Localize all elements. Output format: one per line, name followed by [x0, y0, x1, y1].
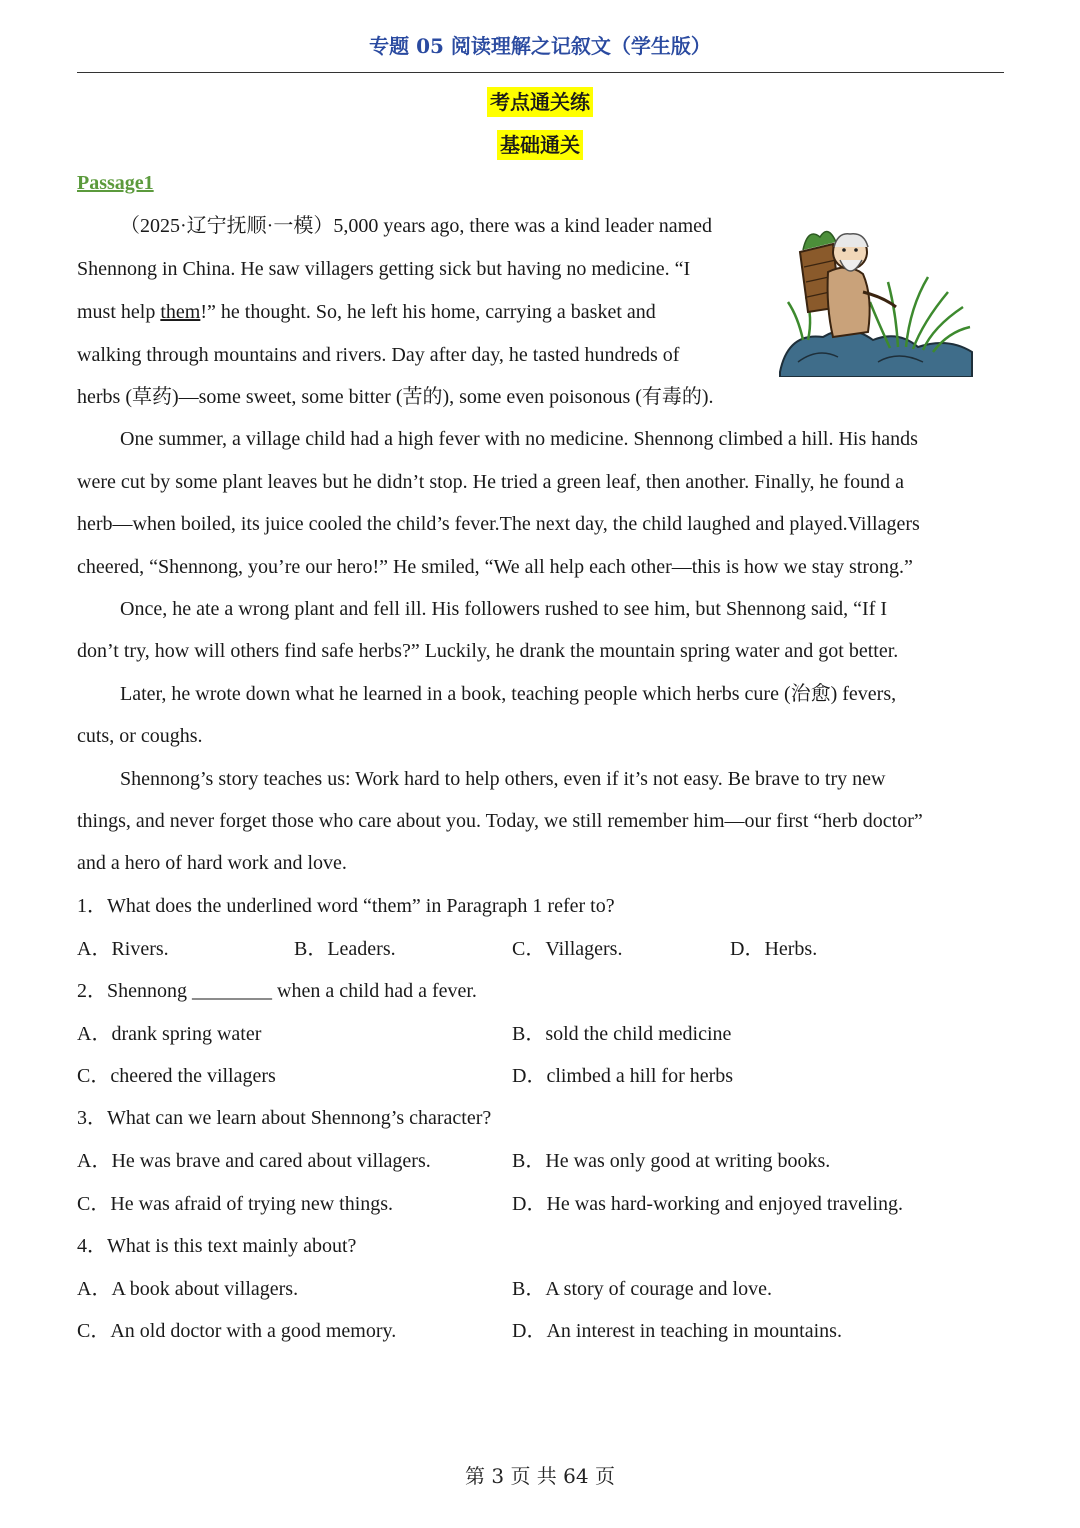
passage-line: One summer, a village child had a high fever with no medicine. Shennong climbed a hill. His hands [120, 428, 918, 450]
option-a: A．drank spring water [77, 1023, 262, 1045]
option-d: D．An interest in teaching in mountains. [512, 1320, 842, 1342]
passage-line: don’t try, how will others find safe herbs?” Luckily, he drank the mountain spring water and got better. [77, 640, 899, 662]
option-c: C．He was afraid of trying new things. [77, 1193, 394, 1215]
section-subtitle [0, 129, 1080, 158]
document-header: 专题 05 阅读理解之记叙文（学生版） [369, 34, 711, 58]
passage-label: Passage1 [77, 172, 154, 194]
underlined-word: them [160, 301, 201, 323]
section-title [0, 86, 1080, 115]
header-divider [77, 72, 1004, 73]
passage-line: walking through mountains and rivers. Day after day, he tasted hundreds of [77, 344, 680, 366]
option-c: C．cheered the villagers [77, 1065, 276, 1087]
passage-line: Once, he ate a wrong plant and fell ill. His followers rushed to see him, but Shennong said, “If I [120, 598, 888, 620]
question-stem: 3．What can we learn about Shennong’s character? [77, 1107, 492, 1129]
option-d: D．Herbs. [730, 938, 818, 960]
passage-line: cuts, or coughs. [77, 725, 203, 747]
passage-line: Shennong in China. He saw villagers getting sick but having no medicine. “I [77, 258, 691, 280]
passage-line: herbs (草药)—some sweet, some bitter (苦的), some even poisonous (有毒的). [77, 386, 714, 408]
passage-line: were cut by some plant leaves but he didn’t stop. He tried a green leaf, then another. Finally, he found a [77, 471, 904, 493]
question-stem: 1．What does the underlined word “them” in Paragraph 1 refer to? [77, 895, 615, 917]
option-d: D．climbed a hill for herbs [512, 1065, 734, 1087]
option-d: D．He was hard-working and enjoyed traveling. [512, 1193, 903, 1215]
passage-line: must help them!” he thought. So, he left his home, carrying a basket and [77, 301, 656, 323]
section-title-text: 考点通关练 [487, 87, 593, 117]
shennong-illustration [778, 212, 974, 377]
section-subtitle-text: 基础通关 [497, 130, 583, 160]
option-b: B．He was only good at writing books. [512, 1150, 831, 1172]
passage-line: Later, he wrote down what he learned in a book, teaching people which herbs cure (治愈) fevers, [120, 683, 897, 705]
question-stem: 2．Shennong ________ when a child had a fever. [77, 980, 477, 1002]
passage-line: things, and never forget those who care about you. Today, we still remember him—our first “herb doctor” [77, 810, 923, 832]
option-a: A．A book about villagers. [77, 1278, 299, 1300]
passage-line: cheered, “Shennong, you’re our hero!” He smiled, “We all help each other—this is how we stay strong.” [77, 556, 913, 578]
option-c: C．An old doctor with a good memory. [77, 1320, 397, 1342]
question-stem: 4．What is this text mainly about? [77, 1235, 357, 1257]
passage-line: herb—when boiled, its juice cooled the child’s fever.The next day, the child laughed and played.Villagers [77, 513, 920, 535]
option-a: A．Rivers. [77, 938, 169, 960]
option-b: B．A story of courage and love. [512, 1278, 772, 1300]
page-number: 第 3 页 共 64 页 [465, 1464, 615, 1488]
option-c: C．Villagers. [512, 938, 623, 960]
passage-line: （2025·辽宁抚顺·一模）5,000 years ago, there was a kind leader named [120, 215, 713, 237]
option-a: A．He was brave and cared about villagers. [77, 1150, 431, 1172]
option-b: B．sold the child medicine [512, 1023, 732, 1045]
option-b: B．Leaders. [294, 938, 396, 960]
passage-line: and a hero of hard work and love. [77, 852, 347, 874]
passage-line: Shennong’s story teaches us: Work hard to help others, even if it’s not easy. Be brave to try new [120, 768, 886, 790]
